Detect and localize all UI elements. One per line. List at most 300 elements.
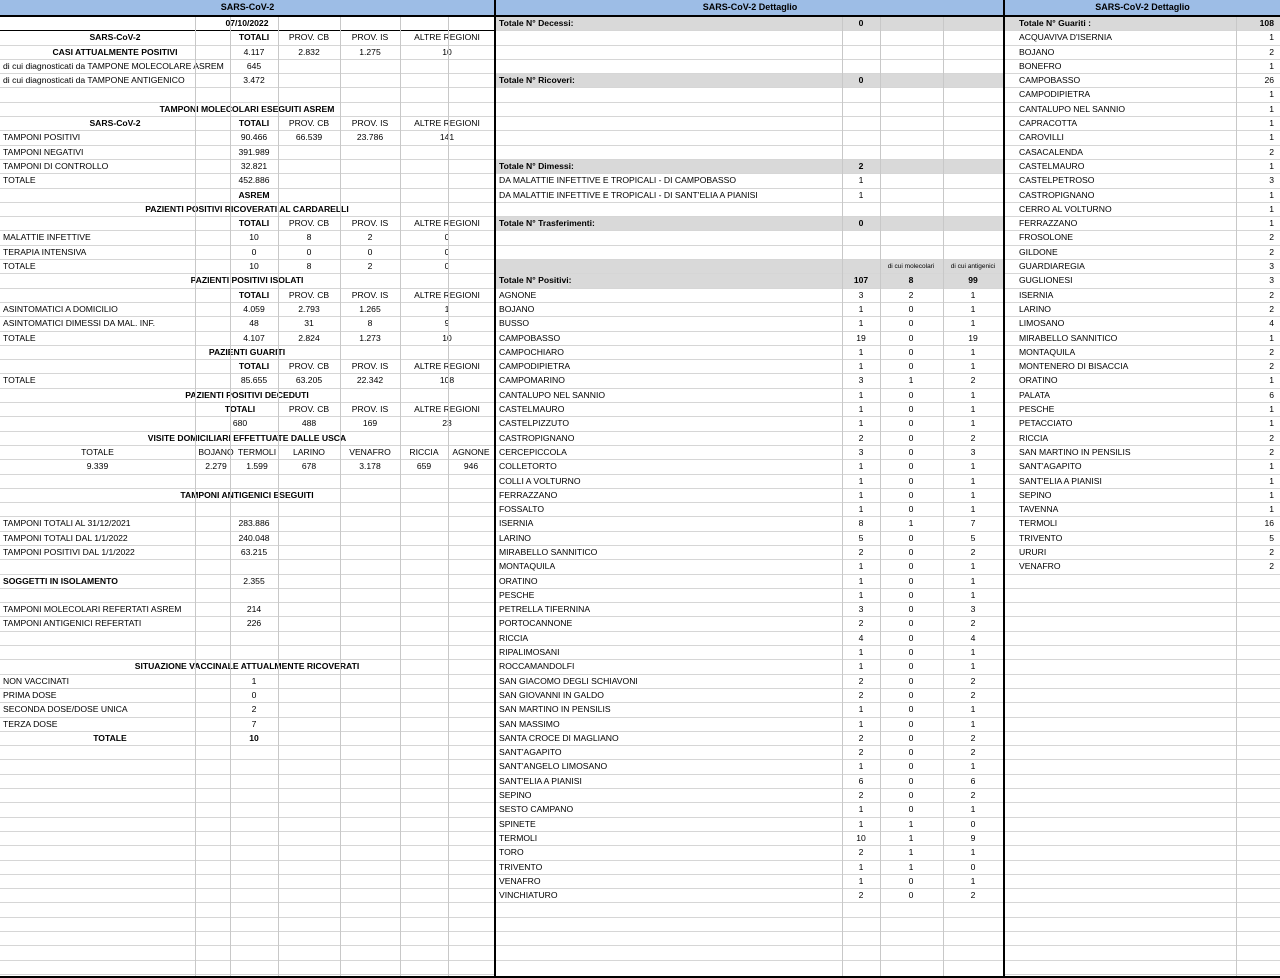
middle-panel [496, 0, 1004, 976]
section-title [0, 389, 495, 403]
table-cell: 0 [251, 246, 257, 257]
row-value: 659 [416, 461, 432, 472]
row-value: 1 [970, 704, 976, 715]
row-value: 0 [908, 389, 914, 400]
empty-row [0, 875, 495, 889]
table-row [1005, 560, 1280, 574]
row-value: 2 [1269, 361, 1274, 372]
column-header: di cui antigenici [950, 263, 996, 271]
empty-row [1005, 646, 1280, 660]
municipality-name: PESCHE [1019, 404, 1055, 415]
table-row [496, 532, 1004, 546]
row-value: 0 [908, 875, 914, 886]
row-value: 1 [908, 518, 914, 529]
column-header: ALTRE REGIONI [414, 118, 480, 129]
municipality-name: SAN GIOVANNI IN GALDO [499, 689, 604, 700]
table-cell: 9 [444, 318, 450, 329]
municipality-name: MIRABELLO SANNITICO [499, 546, 598, 557]
municipality-name: GUARDIAREGIA [1019, 261, 1085, 272]
row-value: 9.339 [86, 461, 109, 472]
row-label: Totale N° Decessi: [499, 18, 574, 28]
column-header: PROV. IS [351, 361, 389, 372]
row-value: 2 [970, 675, 976, 686]
table-row [0, 575, 495, 589]
table-cell: 48 [249, 318, 259, 329]
row-value: 19 [856, 332, 866, 343]
municipality-name: CAMPOBASSO [1019, 75, 1081, 86]
municipality-name: CANTALUPO NEL SANNIO [499, 389, 606, 400]
row-label: ASREM [238, 189, 270, 200]
table-cell: 85.655 [240, 375, 268, 386]
empty-row [1005, 861, 1280, 875]
table-row [496, 875, 1004, 889]
empty-row [0, 832, 495, 846]
table-row [1005, 446, 1280, 460]
column-header: PROV. CB [288, 118, 330, 129]
row-value: 3 [858, 604, 864, 615]
table-row [1005, 174, 1280, 188]
row-value: 1 [970, 389, 976, 400]
empty-row [1005, 932, 1280, 946]
municipality-name: BUSSO [499, 318, 530, 329]
row-value: 2.279 [205, 461, 227, 472]
table-row [1005, 417, 1280, 431]
row-value: 1 [858, 818, 864, 829]
table-row [496, 332, 1004, 346]
table-row [1005, 517, 1280, 531]
row-value: 2 [1269, 446, 1274, 457]
municipality-name: ISERNIA [499, 518, 534, 529]
row-value: 1 [858, 575, 864, 586]
table-cell: 108 [439, 375, 455, 386]
row-label: TOTALE [3, 175, 36, 186]
column-gridline [448, 17, 449, 976]
row-value: 2 [1269, 346, 1274, 357]
empty-row [1005, 689, 1280, 703]
row-value: 1 [908, 847, 914, 858]
empty-row [0, 88, 495, 102]
column-header: di cui molecolari [887, 263, 935, 271]
table-row [0, 74, 495, 88]
row-value: 1 [970, 303, 976, 314]
empty-row [496, 88, 1004, 102]
table-row [0, 217, 495, 231]
table-row [1005, 46, 1280, 60]
row-value: 1 [858, 589, 864, 600]
row-value: 2 [1269, 289, 1274, 300]
empty-row [1005, 846, 1280, 860]
table-row [496, 360, 1004, 374]
column-header: TOTALI [238, 361, 270, 372]
row-value: 1 [1269, 375, 1274, 386]
municipality-name: GUGLIONESI [1019, 275, 1073, 286]
table-row [496, 475, 1004, 489]
row-value: 3 [1269, 175, 1274, 186]
row-value: 2.355 [243, 575, 265, 586]
row-value: 2 [908, 289, 914, 300]
row-label: SECONDA DOSE/DOSE UNICA [3, 704, 128, 715]
table-row [0, 703, 495, 717]
empty-row [1005, 789, 1280, 803]
table-row [0, 718, 495, 732]
row-value: 0 [908, 804, 914, 815]
row-value: 0 [858, 75, 864, 86]
row-value: 0 [908, 790, 914, 801]
municipality-name: CAROVILLI [1019, 132, 1064, 143]
section-title: SITUAZIONE VACCINALE ATTUALMENTE RICOVERATI [134, 661, 360, 672]
table-row [1005, 489, 1280, 503]
row-value: 0 [858, 18, 864, 28]
empty-row [1005, 775, 1280, 789]
table-cell: 23.786 [356, 132, 384, 143]
empty-row [496, 231, 1004, 245]
municipality-name: URURI [1019, 546, 1047, 557]
row-value: 0 [908, 775, 914, 786]
row-value: 3.472 [243, 75, 265, 86]
row-value: 1 [1269, 218, 1274, 229]
table-row [1005, 546, 1280, 560]
row-value: 1 [970, 461, 976, 472]
table-row [496, 189, 1004, 203]
row-value: 6 [970, 775, 976, 786]
column-gridline [880, 17, 881, 976]
row-label: DA MALATTIE INFETTIVE E TROPICALI - DI SANT'ELIA A PIANISI [499, 189, 758, 200]
row-value: 8 [858, 518, 864, 529]
municipality-name: LARINO [499, 532, 531, 543]
municipality-name: PETRELLA TIFERNINA [499, 604, 591, 615]
empty-row [496, 103, 1004, 117]
row-label: TOTALE [3, 332, 36, 343]
table-row [496, 503, 1004, 517]
row-value: 0 [908, 589, 914, 600]
table-row [496, 732, 1004, 746]
row-value: 2 [970, 790, 976, 801]
municipality-name: RICCIA [499, 632, 529, 643]
row-value: 1 [970, 289, 976, 300]
table-cell: 4.117 [243, 46, 265, 57]
row-value: 1 [858, 461, 864, 472]
row-label: Totale N° Ricoveri: [499, 75, 575, 86]
table-row [0, 160, 495, 174]
row-value: 1 [858, 861, 864, 872]
municipality-name: SAN MASSIMO [499, 718, 560, 729]
row-value: 2 [970, 890, 976, 901]
table-cell: 1.265 [359, 303, 381, 314]
table-row [1005, 317, 1280, 331]
column-header: TERMOLI [237, 446, 277, 457]
empty-row [496, 946, 1004, 960]
table-cell: 4.107 [243, 332, 265, 343]
table-cell: 1.273 [359, 332, 381, 343]
row-value: 391.989 [238, 146, 270, 157]
table-cell: 90.466 [240, 132, 268, 143]
municipality-name: ORATINO [499, 575, 538, 586]
row-label: TAMPONI POSITIVI DAL 1/1/2022 [3, 546, 135, 557]
empty-row [0, 889, 495, 903]
row-value: 0 [908, 461, 914, 472]
table-row [496, 346, 1004, 360]
row-label: TOTALE [3, 375, 36, 386]
row-value: 1 [970, 489, 976, 500]
row-value: 1 [908, 832, 914, 843]
table-row [496, 417, 1004, 431]
row-value: 2 [970, 732, 976, 743]
municipality-name: CASTELMAURO [1019, 160, 1085, 171]
table-row [0, 146, 495, 160]
municipality-name: SAN MARTINO IN PENSILIS [499, 704, 611, 715]
table-cell: 22.342 [356, 375, 384, 386]
municipality-name: CAMPODIPIETRA [499, 361, 571, 372]
column-header: ALTRE REGIONI [414, 361, 480, 372]
empty-row [1005, 732, 1280, 746]
empty-row [1005, 603, 1280, 617]
row-value: 6 [858, 775, 864, 786]
table-row [496, 789, 1004, 803]
table-row [496, 775, 1004, 789]
row-value: 1 [1269, 32, 1274, 43]
empty-row [1005, 903, 1280, 917]
row-value: 2 [251, 704, 257, 715]
row-value: 0 [908, 475, 914, 486]
row-label: PRIMA DOSE [3, 689, 57, 700]
row-value: 1 [858, 489, 864, 500]
column-gridline [842, 17, 843, 976]
table-row [1005, 332, 1280, 346]
column-header: PROV. IS [351, 289, 389, 300]
middle-grid [496, 17, 1004, 976]
row-value: 0 [908, 689, 914, 700]
row-value: 2 [970, 747, 976, 758]
table-cell: 2 [367, 261, 373, 272]
municipality-name: SANT'ELIA A PIANISI [1019, 475, 1102, 486]
table-cell: 488 [301, 418, 317, 429]
column-header-row [496, 260, 1004, 274]
table-row [496, 617, 1004, 631]
row-value: 1 [858, 389, 864, 400]
table-row [0, 532, 495, 546]
row-value: 2 [858, 689, 864, 700]
row-value: 0 [908, 890, 914, 901]
row-value: 2 [858, 618, 864, 629]
table-row [496, 589, 1004, 603]
table-row [0, 174, 495, 188]
left-grid [0, 17, 495, 976]
row-value: 2 [1269, 561, 1274, 572]
table-row [496, 517, 1004, 531]
table-row [0, 446, 495, 460]
row-value: 0 [908, 747, 914, 758]
municipality-name: MONTAQUILA [499, 561, 556, 572]
table-cell: 8 [367, 318, 373, 329]
table-row [0, 603, 495, 617]
column-header: ALTRE REGIONI [414, 32, 480, 43]
total-row [496, 17, 1004, 31]
column-header: ALTRE REGIONI [414, 289, 480, 300]
table-row [496, 646, 1004, 660]
table-row [0, 360, 495, 374]
row-value: 32.821 [240, 160, 268, 171]
table-row [0, 317, 495, 331]
empty-row [1005, 832, 1280, 846]
table-row [496, 389, 1004, 403]
municipality-name: CAMPOCHIARO [499, 346, 564, 357]
row-value: 7 [970, 518, 976, 529]
table-cell: 0 [444, 261, 450, 272]
row-value: 26 [1264, 75, 1274, 86]
table-row [496, 846, 1004, 860]
column-header: TOTALI [238, 32, 270, 43]
municipality-name: VINCHIATURO [499, 890, 558, 901]
empty-row [496, 131, 1004, 145]
empty-row [496, 932, 1004, 946]
table-row [496, 603, 1004, 617]
empty-row [496, 918, 1004, 932]
total-row [496, 160, 1004, 174]
column-header: TOTALI [224, 404, 256, 415]
row-value: 1 [858, 718, 864, 729]
empty-row [0, 503, 495, 517]
table-row [0, 231, 495, 245]
row-label: CASI ATTUALMENTE POSITIVI [52, 46, 178, 57]
row-value: 5 [1269, 532, 1274, 543]
section-title [0, 274, 495, 288]
municipality-name: ACQUAVIVA D'ISERNIA [1019, 32, 1113, 43]
section-title: PAZIENTI POSITIVI RICOVERATI AL CARDARELLI [145, 203, 349, 214]
row-value: 0 [908, 761, 914, 772]
row-value: 1 [858, 704, 864, 715]
municipality-name: SANT'AGAPITO [1019, 461, 1082, 472]
empty-row [1005, 589, 1280, 603]
table-row [1005, 117, 1280, 131]
municipality-name: VENAFRO [499, 875, 541, 886]
municipality-name: MIRABELLO SANNITICO [1019, 332, 1118, 343]
table-cell: 141 [439, 132, 455, 143]
table-row [0, 675, 495, 689]
row-label: MALATTIE INFETTIVE [3, 232, 91, 243]
row-value: 1 [1269, 475, 1274, 486]
row-value: 1 [1269, 60, 1274, 71]
table-row [496, 675, 1004, 689]
table-row [0, 732, 495, 746]
municipality-name: SPINETE [499, 818, 536, 829]
table-row [0, 246, 495, 260]
row-value: 1 [970, 647, 976, 658]
municipality-name: CAMPOBASSO [499, 332, 561, 343]
empty-row [0, 903, 495, 917]
table-row [0, 46, 495, 60]
table-row [496, 374, 1004, 388]
row-value: 1 [908, 375, 914, 386]
municipality-name: MONTENERO DI BISACCIA [1019, 361, 1129, 372]
row-label: TOTALE [3, 261, 36, 272]
row-value: 3 [1269, 275, 1274, 286]
left-panel [0, 0, 495, 976]
row-value: 1 [858, 318, 864, 329]
table-row [496, 560, 1004, 574]
row-value: 2 [858, 546, 864, 557]
row-value: 1 [1269, 461, 1274, 472]
row-value: 10 [856, 832, 866, 843]
section-title [0, 432, 495, 446]
empty-row [1005, 875, 1280, 889]
row-value: 283.886 [238, 518, 270, 529]
row-value: 1 [970, 346, 976, 357]
empty-row [0, 646, 495, 660]
row-value: 1 [858, 804, 864, 815]
row-value: 1 [858, 175, 864, 186]
row-value: 1 [858, 647, 864, 658]
row-value: 1 [1269, 89, 1274, 100]
column-header: PROV. IS [351, 404, 389, 415]
row-label: TAMPONI NEGATIVI [3, 146, 84, 157]
table-cell: 169 [362, 418, 378, 429]
table-cell: 10 [442, 46, 452, 57]
empty-row [1005, 746, 1280, 760]
row-value: 0 [908, 618, 914, 629]
row-value: 1 [908, 818, 914, 829]
row-value: 2 [970, 375, 976, 386]
table-cell: 2.832 [298, 46, 320, 57]
row-value: 1 [858, 661, 864, 672]
row-value: 1 [858, 303, 864, 314]
empty-row [496, 31, 1004, 45]
row-value: 0 [858, 218, 864, 229]
empty-row [1005, 760, 1280, 774]
section-title: PAZIENTI POSITIVI ISOLATI [190, 275, 304, 286]
empty-row [1005, 889, 1280, 903]
table-cell: 0 [444, 232, 450, 243]
municipality-name: ISERNIA [1019, 289, 1054, 300]
municipality-name: LIMOSANO [1019, 318, 1065, 329]
empty-row [1005, 617, 1280, 631]
row-value: 1 [970, 561, 976, 572]
row-value: 1 [970, 589, 976, 600]
empty-row [0, 746, 495, 760]
row-value: 4 [1269, 318, 1274, 329]
row-value: 1 [970, 504, 976, 515]
column-header: PROV. CB [288, 361, 330, 372]
section-title: PAZIENTI GUARITI [208, 346, 286, 357]
municipality-name: TORO [499, 847, 524, 858]
municipality-name: FERRAZZANO [499, 489, 558, 500]
total-row [496, 274, 1004, 288]
section-title [0, 489, 495, 503]
table-row [0, 260, 495, 274]
column-header: PROV. IS [351, 32, 389, 43]
row-value: 214 [246, 604, 262, 615]
municipality-name: BONEFRO [1019, 60, 1062, 71]
row-value: 0 [970, 861, 976, 872]
table-row [496, 546, 1004, 560]
row-value: 0 [908, 303, 914, 314]
row-value: 0 [908, 604, 914, 615]
row-value: 16 [1264, 518, 1274, 529]
empty-row [496, 246, 1004, 260]
table-cell: 2.824 [298, 332, 320, 343]
table-row [0, 417, 495, 431]
empty-row [496, 903, 1004, 917]
municipality-name: TERMOLI [1019, 518, 1058, 529]
column-header: SARS-CoV-2 [89, 32, 141, 43]
table-row [0, 689, 495, 703]
column-gridline [943, 17, 944, 976]
report-date: 07/10/2022 [225, 18, 269, 28]
column-gridline [278, 17, 279, 976]
row-value: 4 [970, 632, 976, 643]
row-value: 1 [1269, 118, 1274, 129]
table-row [496, 174, 1004, 188]
table-row [1005, 475, 1280, 489]
